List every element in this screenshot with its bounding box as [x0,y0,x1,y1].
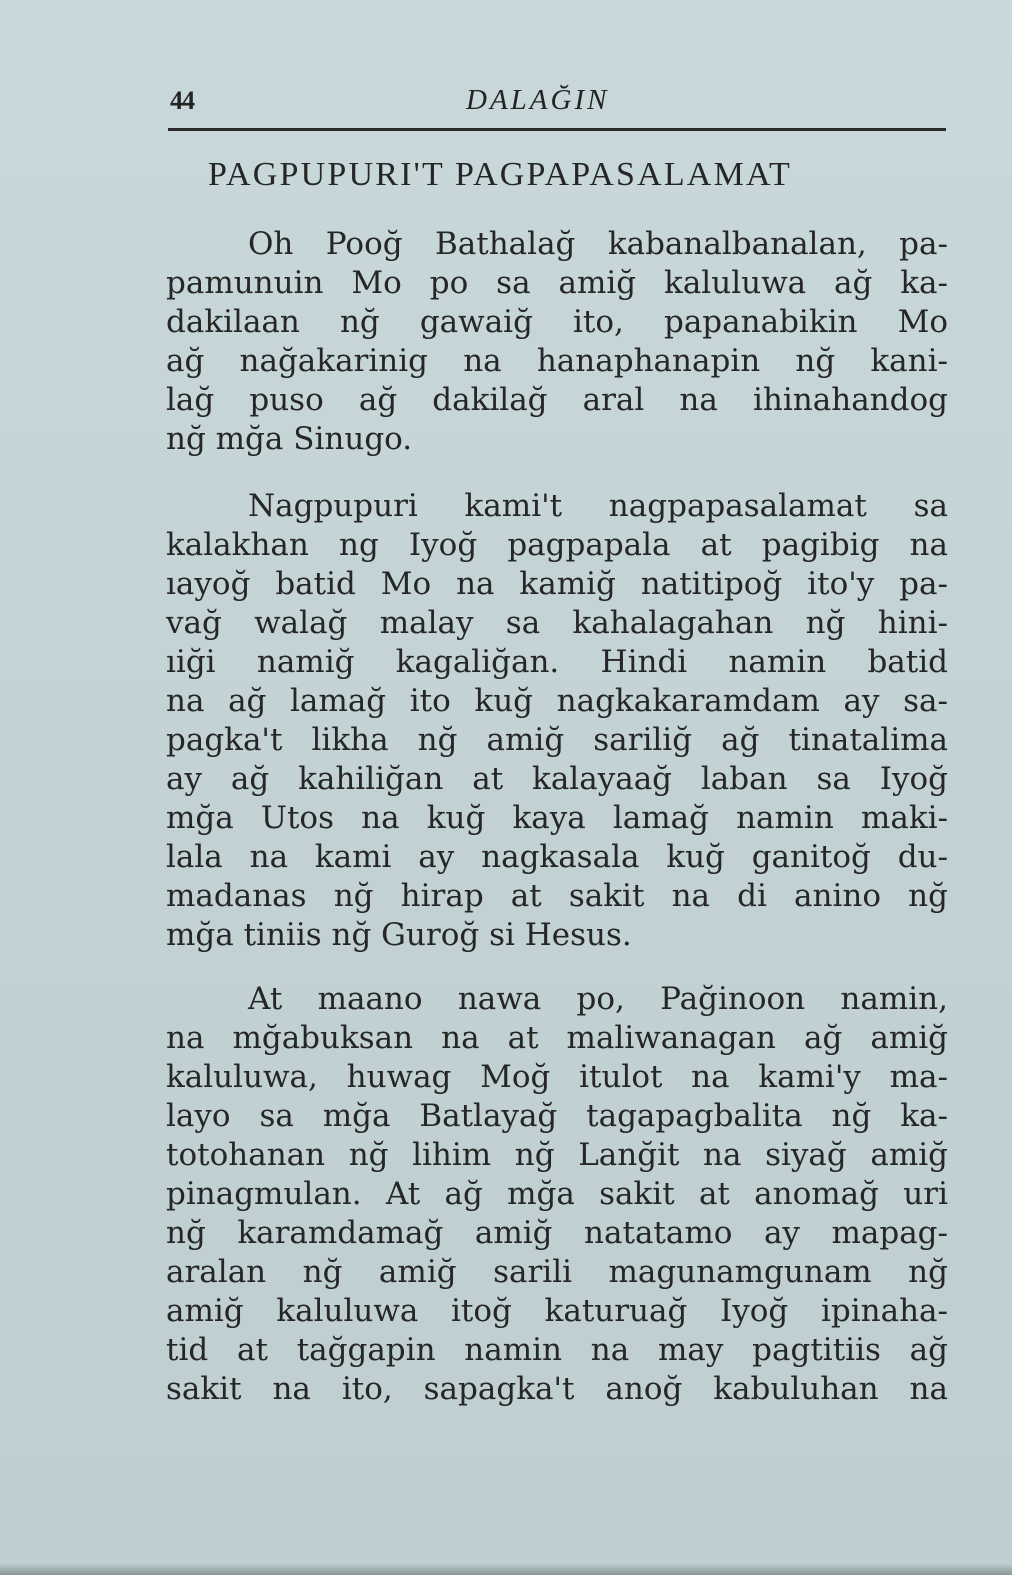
text-line: Nagpupuri kami't nagpapasalamat sa [248,488,948,524]
text-line: na ağ lamağ ito kuğ nagkakaramdam ay sa- [166,683,948,719]
text-line: tid at tağgapin namin na may pagtitiis ağ [166,1332,948,1368]
text-line: Oh Pooğ Bathalağ kabanalbanalan, pa- [248,226,948,262]
section-title: PAGPUPURI'T PAGPAPASALAMAT [208,156,792,193]
text-line: sakit na ito, sapagka't anoğ kabuluhan na [166,1371,948,1407]
text-line: pamunuin Mo po sa amiğ kaluluwa ağ ka- [166,265,948,301]
text-line: lala na kami ay nagkasala kuğ ganitoğ du- [166,839,948,875]
text-line: lağ puso ağ dakilağ aral na ihinahandog [166,382,948,418]
text-line: kalakhan ng Iyoğ pagpapala at pagibig na [166,527,948,563]
text-line: ay ağ kahiliğan at kalayaağ laban sa Iyoğ [166,761,948,797]
text-line: ıayoğ batid Mo na kamiğ natitipoğ ito'y pa- [166,566,948,602]
text-line: ıiği namiğ kagaliğan. Hindi namin batid [166,644,948,680]
text-line: nğ mğa Sinugo. [166,421,413,457]
text-line: pagka't likha nğ amiğ sariliğ ağ tinatalima [166,722,948,758]
text-line: mğa tiniis nğ Guroğ si Hesus. [166,917,632,953]
page-number: 44 [170,86,194,115]
text-line: na mğabuksan na at maliwanagan ağ amiğ [166,1020,948,1056]
paragraph-1 [166,225,948,459]
text-line: layo sa mğa Batlayağ tagapagbalita nğ ka- [166,1098,948,1134]
text-line: aralan nğ amiğ sarili magunamgunam nğ [166,1254,948,1290]
text-line: totohanan nğ lihim nğ Lanğit na siyağ amiğ [166,1137,948,1173]
text-line: kaluluwa, huwag Moğ itulot na kami'y ma- [166,1059,948,1095]
running-head: DALAĞIN [466,84,610,116]
text-line: At maano nawa po, Pağinoon namin, [248,981,948,1017]
text-line: mğa Utos na kuğ kaya lamağ namin maki- [166,800,948,836]
text-line: nğ karamdamağ amiğ natatamo ay mapag- [166,1215,948,1251]
page-header [168,82,946,131]
text-line: madanas nğ hirap at sakit na di anino nğ [166,878,948,914]
paragraph-3 [166,980,948,1409]
text-line: pinagmulan. At ağ mğa sakit at anomağ uri [166,1176,948,1212]
paragraph-2 [166,487,948,955]
text-line: ağ nağakarinig na hanaphanapin nğ kani- [166,343,948,379]
text-line: amiğ kaluluwa itoğ katuruağ Iyoğ ipinaha- [166,1293,948,1329]
text-line: vağ walağ malay sa kahalagahan nğ hini- [166,605,948,641]
page-bottom-edge [0,1563,1012,1575]
text-line: dakilaan nğ gawaiğ ito, papanabikin Mo [166,304,948,340]
